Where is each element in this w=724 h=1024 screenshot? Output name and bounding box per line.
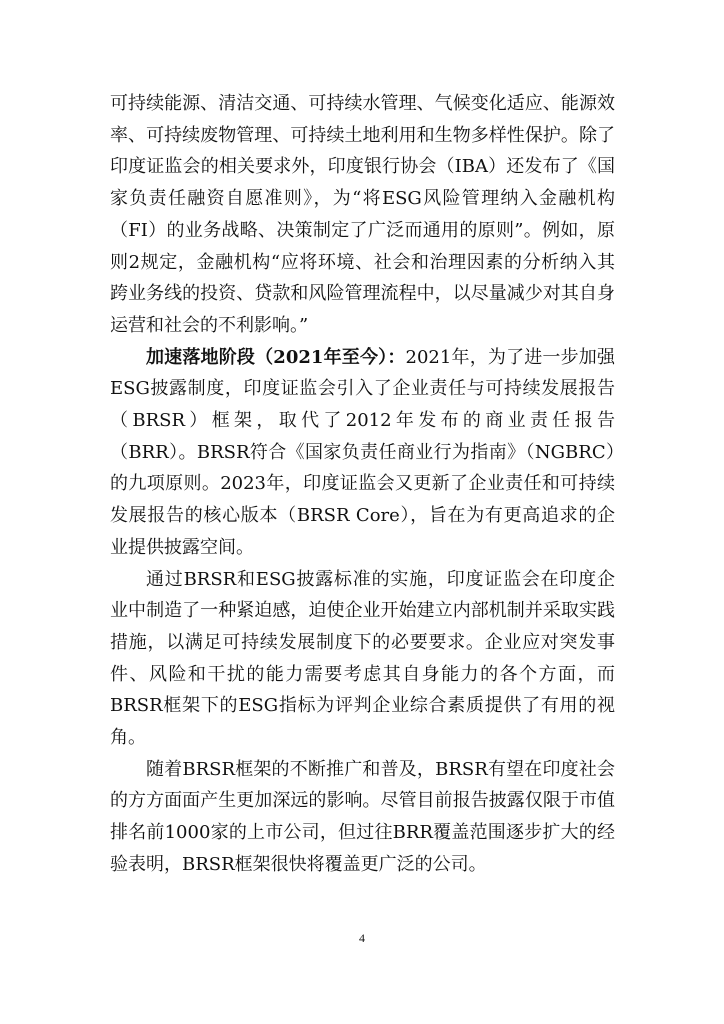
paragraph-body: 2021年，为了进一步加强ESG披露制度，印度证监会引入了企业责任与可持续发展报告（BRSR）框架，取代了2012年发布的商业责任报告（BRR）。BRSR符合《国家负责任商业行为指南》（NGBRC）的九项原则。2023年，印度证监会又更新了企业责任和可持续发展报告的核心版本（BRSR Core），旨在为有更高追求的企业提供披露空间。	[110, 346, 615, 558]
paragraph-bold-heading: 加速落地阶段（2021年至今）：	[146, 346, 406, 368]
paragraph-continued: 可持续能源、清洁交通、可持续水管理、气候变化适应、能源效率、可持续废物管理、可持续土地利用和生物多样性保护。除了印度证监会的相关要求外，印度银行协会（IBA）还发布了《国家负责任融资自愿准则》，为“将ESG风险管理纳入金融机构（FI）的业务战略、决策制定了广泛而通用的原则”。例如，原则2规定，金融机构“应将环境、社会和治理因素的分析纳入其跨业务线的投资、贷款和风险管理流程中，以尽量减少对其自身运营和社会的不利影响。”	[110, 93, 615, 336]
body-text	[110, 88, 615, 881]
page-number: 4	[359, 931, 365, 945]
paragraph-brsr-outlook: 随着BRSR框架的不断推广和普及，BRSR有望在印度社会的方方面面产生更加深远的影响。尽管目前报告披露仅限于市值排名前1000家的上市公司，但过往BRR覆盖范围逐步扩大的经验表明，BRSR框架很快将覆盖更广泛的公司。	[110, 758, 615, 875]
paragraph-brsr-implementation: 通过BRSR和ESG披露标准的实施，印度证监会在印度企业中制造了一种紧迫感，迫使企业开始建立内部机制并采取实践措施，以满足可持续发展制度下的必要要求。企业应对突发事件、风险和干扰的能力需要考虑其自身能力的各个方面，而BRSR框架下的ESG指标为评判企业综合素质提供了有用的视角。	[110, 568, 615, 749]
paragraph-acceleration-stage	[110, 342, 615, 564]
